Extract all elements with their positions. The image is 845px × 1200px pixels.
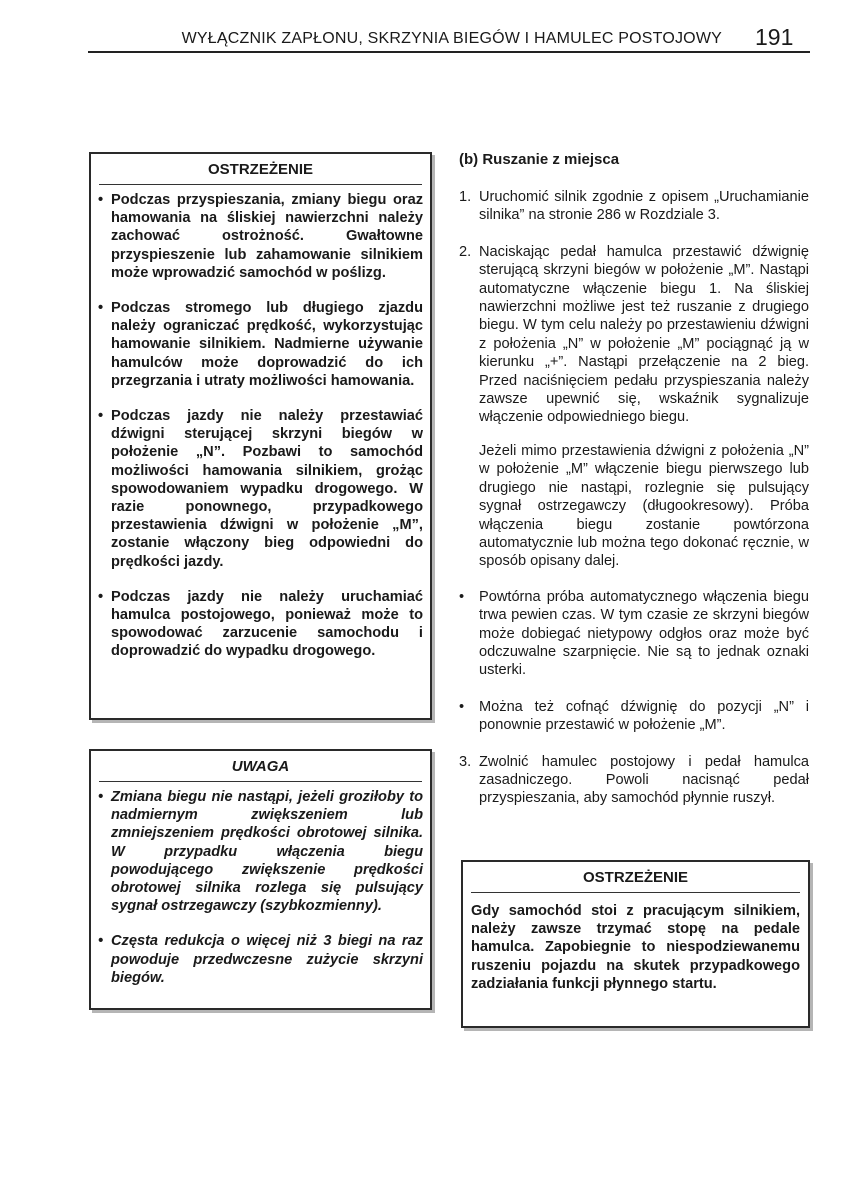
warning-bullet-item [98,588,423,661]
note-bullet-text: Zmiana biegu nie nastąpi, jeżeli groziłoby to nadmiernym zwiększeniem lub zmniejszeniem prędkości obrotowej silnika. W przypadku włączenia biegu powodującego zwiększenie prędkości obrotowej silnika rozlega się pulsujący sygnał ostrzegawczy (szybkozmienny). [111,789,423,915]
bullet-icon: • [459,588,465,605]
step-paragraph: Jeżeli mimo przestawienia dźwigni z położenia „N” w położenie „M” włączenie biegu pierwszego lub drugiego nie nastąpi, rozlegnie się pulsujący sygnał ostrzegawczy (długookresowy). Próba włączenia biegu zostanie powtórzona automatycznie lub można tego dokonać ręcznie, w sposób opisany dalej. [479,442,809,570]
header-divider [88,51,810,53]
step-text: Naciskając pedał hamulca przestawić dźwignię sterującą skrzyni biegów w położenie „M”. Nastąpi automatyczne włączenie biegu 1. Na śliskiej nawierzchni możliwe jest też ruszanie z drugiego biegu. W tym celu należy po przestawieniu dźwigni z położenia „N” w położenie „M” pociągnąć ją w kierunku „+”. Nastąpi przełączenie na 2 bieg. Przed naciśnięciem pedału przyspieszania należy zawsze upewnić się, wskaźnik sygnalizuje włączenie odpowiedniego biegu. [479,243,809,426]
note-bullet-text: Częsta redukcja o więcej niż 3 biegi na raz powoduje przedwczesne zużycie skrzyni biegów. [111,933,423,986]
bullet-icon: • [98,192,104,208]
bullet-icon: • [98,789,104,805]
bullet-text: Powtórna próba automatycznego włączenia biegu trwa pewien czas. W tym czasie ze skrzyni biegów może dobiegać nietypowy odgłos oraz może być odczuwalne szarpnięcie. Nie są to jednak oznaki usterki. [479,588,809,679]
warning-bullet-item [98,407,423,571]
warning-box-body [91,185,430,669]
warning-bullet-item [98,299,423,390]
note-bullet-item [98,788,423,915]
bullet-item [459,588,809,680]
note-box-title: UWAGA [231,758,290,775]
numbered-step [459,243,809,427]
section-heading: (b) Ruszanie z miejsca [459,151,620,168]
bullet-icon: • [98,300,104,317]
note-bullet-item [98,932,423,987]
warning-box-title: OSTRZEŻENIE [582,869,688,886]
bullet-icon: • [98,933,104,950]
warning-bullet-item [98,191,423,282]
numbered-step [459,753,809,808]
step-number: 1. [459,189,472,205]
bullet-icon: • [459,698,465,715]
warning-box-title: OSTRZEŻENIE [207,161,313,178]
bullet-text: Można też cofnąć dźwignię do pozycji „N” i ponownie przestawić w położenie „M”. [479,698,809,734]
note-box [89,749,432,1010]
step-number: 2. [459,243,472,260]
warning-box-left [89,152,432,720]
warning-box-text: Gdy samochód stoi z pracującym silnikiem, należy zawsze trzymać stopę na pedale hamulca. Zapobiegnie to niespodziewanemu ruszeniu pojazdu na skutek przypadkowego zadziałania funkcji płynnego startu. [471,903,800,992]
numbered-step [459,188,809,225]
warning-bullet-text: Podczas jazdy nie należy przestawiać dźwigni sterującej skrzyni biegów w położenie „N”. Pozbawi to samochód możliwości hamowania silnikiem, grożąc spowodowaniem wypadku drogowego. W razie ponownego, przypadkowego przestawienia dźwigni w położenie „M”, zostanie włączony bieg odpowiedni do prędkości jazdy. [111,408,423,570]
right-column [459,151,809,826]
warning-box-right [461,860,810,1028]
bullet-icon: • [98,408,104,425]
step-text: Zwolnić hamulec postojowy i pedał hamulca zasadniczego. Powoli nacisnąć pedał przyspieszania, aby samochód płynnie ruszył. [479,753,809,807]
bullet-item [459,698,809,735]
step-number: 3. [459,753,472,770]
warning-bullet-text: Podczas przyspieszania, zmiany biegu oraz hamowania na śliskiej nawierzchni należy zachować ostrożność. Gwałtowne przyspieszenie lub zahamowanie silnikiem może wprowadzić samochód w poślizg. [111,192,423,281]
page-number: 191 [755,24,794,50]
running-header: WYŁĄCZNIK ZAPŁONU, SKRZYNIA BIEGÓW I HAMULEC POSTOJOWY [181,30,722,47]
warning-bullet-text: Podczas jazdy nie należy uruchamiać hamulca postojowego, ponieważ może to spowodować zarzucenie samochodu i doprowadzić do wypadku drogowego. [111,588,423,660]
note-box-body [91,782,430,995]
step-text: Uruchomić silnik zgodnie z opisem „Uruchamianie silnika” na stronie 286 w Rozdziale 3. [479,189,809,224]
warning-bullet-text: Podczas stromego lub długiego zjazdu należy ograniczać prędkość, wykorzystując hamowanie silnikiem. Nadmierne używanie hamulców może doprowadzić do ich przegrzania i utraty możliwości hamowania. [111,300,423,389]
bullet-icon: • [98,588,104,605]
